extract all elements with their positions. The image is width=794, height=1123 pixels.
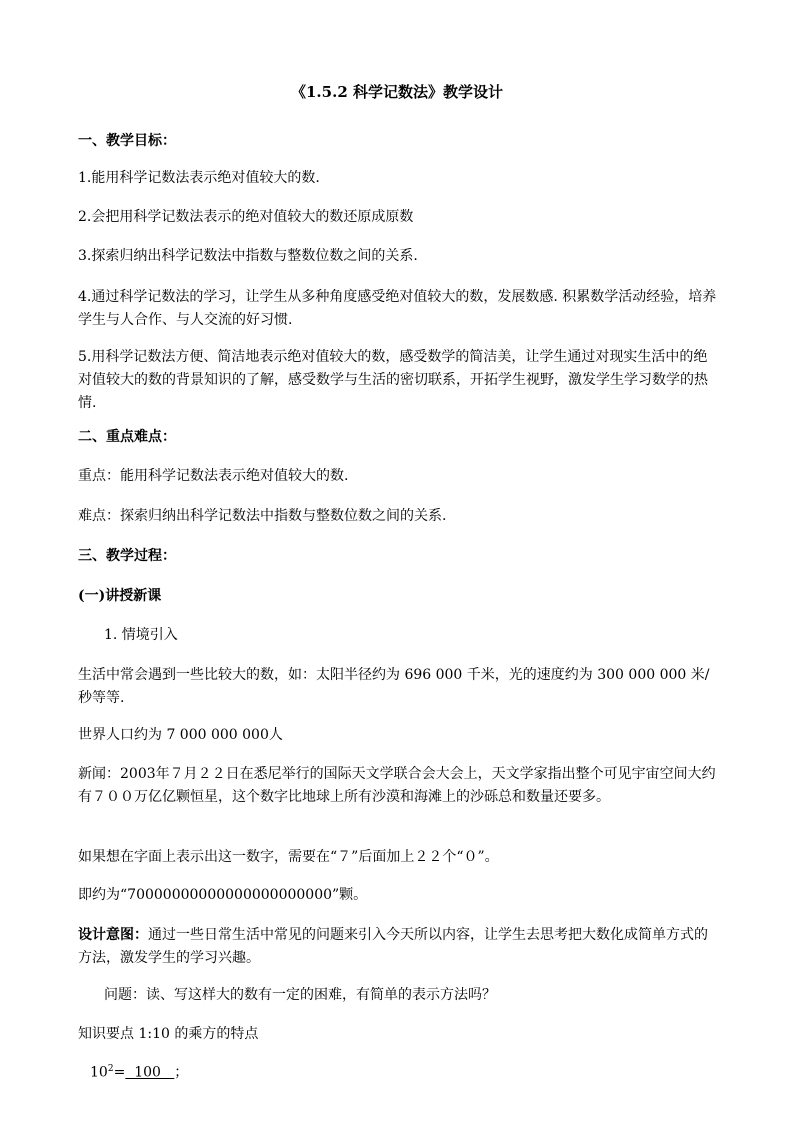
section-heading-key-points: 二、重点难点： bbox=[78, 429, 176, 445]
power-end: ； bbox=[174, 1064, 189, 1081]
objective-4: 4.通过科学记数法的学习，让学生从多种角度感受绝对值较大的数，发展数感. 积累数学活动经验，培养学生与人合作、与人交流的好习惯. bbox=[78, 289, 717, 328]
section-heading-objectives: 一、教学目标： bbox=[78, 133, 176, 149]
power-answer-blank: 100 bbox=[125, 1064, 175, 1081]
power-example bbox=[90, 1058, 730, 1085]
objective-2: 2.会把用科学记数法表示的绝对值较大的数还原成原数 bbox=[78, 209, 414, 225]
paragraph-design-intent bbox=[78, 924, 718, 970]
power-equals: = bbox=[113, 1064, 126, 1081]
paragraph-world-population: 世界人口约为 7 000 000 000人 bbox=[78, 727, 283, 743]
step-situation-intro: 1. 情境引入 bbox=[104, 627, 178, 643]
document-title: 《1.5.2 科学记数法》教学设计 bbox=[291, 83, 503, 101]
objective-5: 5.用科学记数法方便、简洁地表示绝对值较大的数，感受数学的简洁美，让学生通过对现实生活中的绝对值较大的数的背景知识的了解，感受数学与生活的密切联系，开拓学生视野，激发学生学习数学的热情. bbox=[78, 349, 708, 411]
design-intent-text: 通过一些日常生活中常见的问题来引入今天所以内容，让学生去思考把大数化成简单方式的方法，激发学生的学习兴趣。 bbox=[78, 927, 708, 966]
paragraph-approx-number: 即约为“70000000000000000000000”颗。 bbox=[78, 887, 368, 903]
objective-3: 3.探索归纳出科学记数法中指数与整数位数之间的关系. bbox=[78, 248, 418, 264]
key-point: 重点：能用科学记数法表示绝对值较大的数. bbox=[78, 468, 349, 484]
design-intent-label: 设计意图： bbox=[78, 927, 148, 943]
paragraph-sun-radius: 生活中常会遇到一些比较大的数，如：太阳半径约为 696 000 千米，光的速度约为 300 000 000 米/秒等等. bbox=[78, 667, 710, 706]
paragraph-express-number: 如果想在字面上表示出这一数字，需要在“７”后面加上２２个“０”。 bbox=[78, 849, 499, 865]
difficulty-point: 难点：探索归纳出科学记数法中指数与整数位数之间的关系. bbox=[78, 508, 447, 524]
subsection-heading-new-lesson: (一)讲授新课 bbox=[78, 588, 162, 604]
section-heading-process: 三、教学过程： bbox=[78, 548, 176, 564]
paragraph-question: 问题：读、写这样大的数有一定的困难，有简单的表示方法吗？ bbox=[104, 987, 496, 1003]
paragraph-news: 新闻：2003年７月２２日在悉尼举行的国际天文学联合会大会上，天文学家指出整个可见宇宙空间大约有７００万亿亿颗恒星，这个数字比地球上所有沙漠和海滩上的沙砾总和数量还要多。 bbox=[78, 766, 716, 805]
power-base: 10 bbox=[90, 1064, 108, 1081]
objective-1: 1.能用科学记数法表示绝对值较大的数. bbox=[78, 170, 320, 186]
power-exponent: 2 bbox=[107, 1064, 114, 1074]
knowledge-point-heading: 知识要点 1:10 的乘方的特点 bbox=[78, 1026, 259, 1042]
